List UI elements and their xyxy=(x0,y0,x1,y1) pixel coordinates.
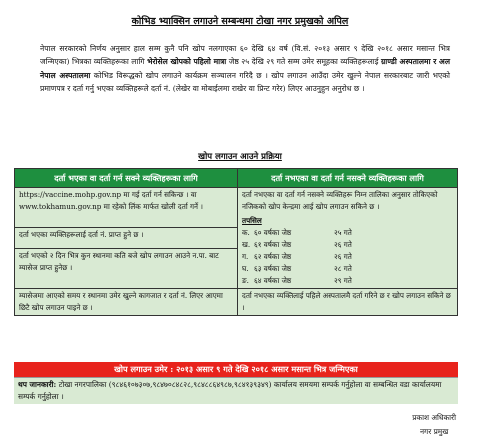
eligibility-banner: खोप लगाउन उमेर : २०१३ असार ९ गते देखि २०१८ असार मसान्त भित्र जन्मिएका xyxy=(14,362,458,377)
schedule-row: ग. ६२ वर्षका जेष्ठ २६ गते xyxy=(242,252,352,261)
procedure-table xyxy=(14,168,458,316)
intro-text-3: कोभिड विरूद्धको खोप लगाउने कार्यक्रम सञ्चालन गरिदै छ । खोप लगाउन आउँदा उमेर खुल्ने नेपाल सरकारबाट जारी भएको प्रमाणपत्र र दर्ता गर्नु भएका व्यक्तिहरूले दर्ता नं. (लेखेर वा मोबाईलमा राखेर वा प्रिन्ट गरेर) लिएर आउनुहुन अनुरोध छ । xyxy=(40,70,450,94)
table-row xyxy=(15,188,458,228)
intro-bold-2: ग्राण्डी अस्पतालमा र अल नेपाल अस्पतालमा xyxy=(40,57,450,80)
cell-unregistered-info xyxy=(238,188,458,289)
cell-hospital-registration: दर्ता नभएका व्यक्तिलाई पहिले अस्पतालमै दर्ता गरिने छ र खोप लगाउन सकिने छ । xyxy=(238,289,458,316)
contact-text: टोखा नगरपालिका (९८४६१०७३०७,९८४७०८४८२८,९८४८८६४९८७,९८४१३९३४९) कार्यालय समयमा सम्पर्क गर्नुहोला वा सम्बन्धित वडा कार्यालयमा सम्पर्क गर्नुहोला । xyxy=(18,380,442,401)
intro-paragraph xyxy=(40,42,450,96)
notice-title: कोभिड भ्याक्सिन लगाउने सम्बन्धमा टोखा नगर प्रमुखको अपिल xyxy=(131,16,349,27)
cell-bring-documents: म्यासेजमा आएको समय र स्थानमा उमेर खुल्ने कागजात र दर्ता नं. लिएर आएमा छिटै खोप लगाउन पाइने छ । xyxy=(15,289,238,316)
header-registered: दर्ता भएका वा दर्ता गर्न सक्ने व्यक्तिहरूका लागि xyxy=(15,169,238,188)
signatory-role: नगर प्रमुख xyxy=(419,427,449,436)
signature-block xyxy=(412,411,456,439)
registration-links-text: https://vaccine.mohp.gov.np मा गई दर्ता गर्न सकिन्छ । वा www.tokhamun.gov.np मा रहेको लिंक मार्फत खोली दर्ता गर्ने । xyxy=(19,190,204,211)
cell-registration-number: दर्ता भएका व्यक्तिहरूलाई दर्ता नं. प्राप्त हुने छ । xyxy=(15,227,238,249)
schedule-row: घ. ६३ वर्षका जेष्ठ २८ गते xyxy=(242,264,352,273)
schedule-row: ख. ६१ वर्षका जेष्ठ २६ गते xyxy=(242,240,352,249)
signatory-name: प्रकाश अधिकारी xyxy=(412,413,456,422)
procedure-subtitle: खोप लगाउन आउने प्रक्रिया xyxy=(198,152,282,162)
schedule-row: ङ. ६४ वर्षका जेष्ठ २९ गते xyxy=(242,276,352,285)
table-row xyxy=(15,289,458,316)
cell-registration-links xyxy=(15,188,238,228)
contact-label: थप जानकारी: xyxy=(18,380,57,389)
schedule-row: क. ६० वर्षका जेष्ठ २५ गते xyxy=(242,228,352,237)
contact-info xyxy=(14,377,458,404)
intro-bold-1: भेरोसेल खोपको पहिलो मात्रा xyxy=(147,57,227,67)
intro-text-2: जेष्ठ २५ देखि २९ गते सम्म उमेर समूहका व्यक्तिहरूलाई xyxy=(226,57,381,67)
schedule-title: तपसिल xyxy=(242,216,262,225)
header-unregistered: दर्ता नभएका वा दर्ता गर्न नसक्ने व्यक्तिहरूका लागि xyxy=(238,169,458,188)
cell-sms-info: दर्ता भएको २ दिन भित्र कुन स्थानमा कति बजे खोप लगाउन आउने न.पा. बाट म्यासेज प्राप्त हुनेछ । xyxy=(15,249,238,289)
intro-text-1: नेपाल सरकारको निर्णय अनुसार हाल सम्म कुनै पनि खोप नलगाएका ६० देखि ६४ वर्ष (वि.सं. २०१३ असार ९ देखि २०१८ असार मसान्त भित्र जन्मिएका) भित्रका व्यक्तिहरूका लागि xyxy=(40,44,450,67)
unregistered-text: दर्ता नभएका वा दर्ता गर्न नसक्ने व्यक्तिहरू निम्न तालिका अनुसार तोकिएको नजिकको खोप केन्द्रमा आई खोप लगाउन सकिने छ । xyxy=(242,190,438,211)
table-header-row xyxy=(15,169,458,188)
